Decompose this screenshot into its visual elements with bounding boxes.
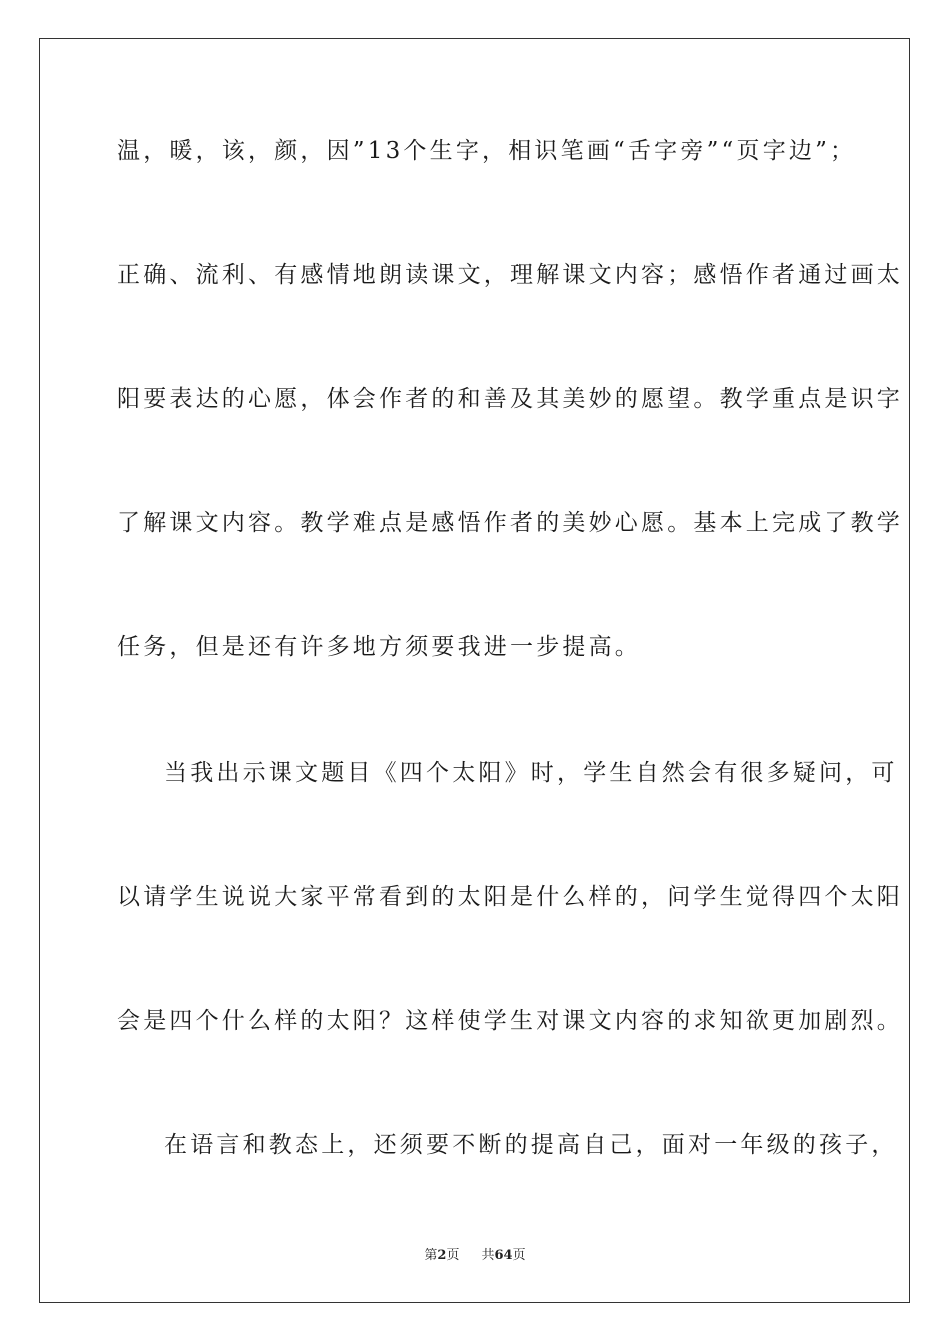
body-line-8: 会是四个什么样的太阳？这样使学生对课文内容的求知欲更加剧烈。 [117, 1008, 903, 1034]
footer-total-prefix: 共 [481, 1248, 495, 1263]
body-line-6: 当我出示课文题目《四个太阳》时，学生自然会有很多疑问，可 [164, 760, 898, 786]
footer-page-suffix: 页 [446, 1248, 460, 1263]
body-line-9: 在语言和教态上，还须要不断的提高自己，面对一年级的孩子， [164, 1132, 898, 1158]
footer-total-suffix: 页 [512, 1248, 526, 1263]
footer-page-number: 2 [437, 1248, 447, 1263]
body-line-7: 以请学生说说大家平常看到的太阳是什么样的，问学生觉得四个太阳 [117, 884, 903, 910]
body-line-1: 温，暖，该，颜，因”13个生字，相识笔画“舌字旁”“页字边”； [117, 138, 857, 164]
body-line-3: 阳要表达的心愿，体会作者的和善及其美妙的愿望。教学重点是识字 [117, 386, 903, 412]
body-line-4: 了解课文内容。教学难点是感悟作者的美妙心愿。基本上完成了教学 [117, 510, 903, 536]
page-footer [0, 1248, 950, 1264]
footer-page-prefix: 第 [424, 1248, 438, 1263]
page-border [39, 38, 910, 1303]
body-line-2: 正确、流利、有感情地朗读课文，理解课文内容；感悟作者通过画太 [117, 262, 903, 288]
footer-total-pages: 64 [494, 1248, 513, 1263]
body-line-5: 任务，但是还有许多地方须要我进一步提高。 [117, 634, 641, 660]
